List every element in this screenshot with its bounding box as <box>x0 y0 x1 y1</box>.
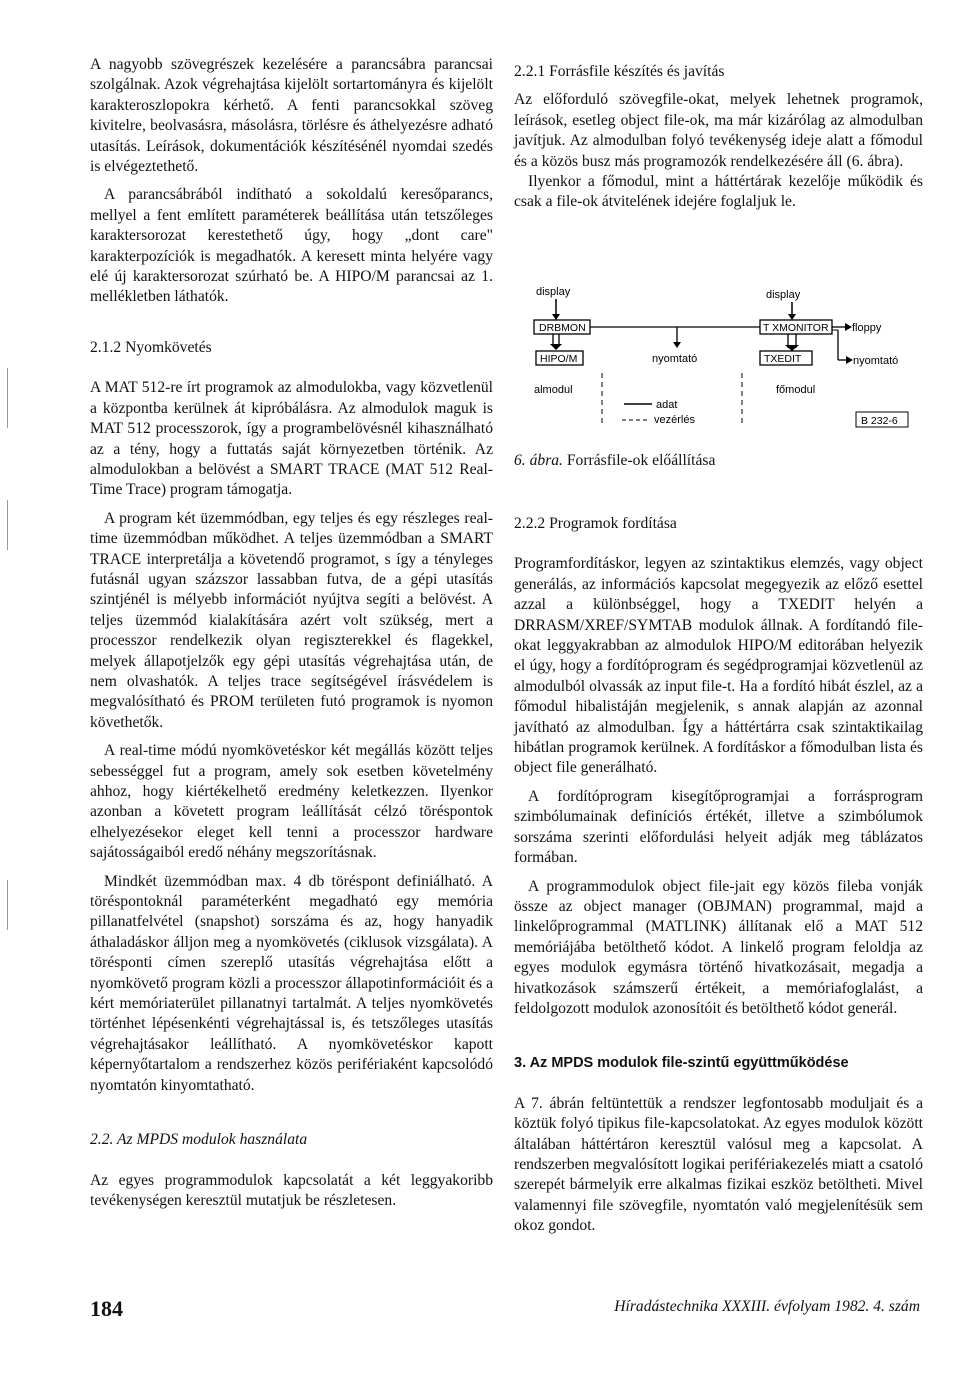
paragraph: Ilyenkor a főmodul, mint a háttértárak kezelője működik és csak a file-ok átvitelének idejére foglaljuk le. <box>514 173 923 211</box>
legend-data-label: adat <box>656 399 678 411</box>
paragraph: A nagyobb szövegrészek kezelésére a parancsábra parancsai szolgálnak. Azok végrehajtása kijelölt sortartományra és kijelölt karakteroszlopokra kérhető. A fenti parancsokkal szöveg kivitelre, beolvasásra, másolásra, törlésre és áthelyezésre adható utasítás. Leírások, dokumentációk készítésénél nyomdai szedés is elvégeztethető. <box>90 56 493 176</box>
paragraph: Programfordításkor, legyen az szintaktikus elemzés, vagy object generálás, az információs kapcsolat megegyezik az előző esettel azzal a különbséggel, hogy a TXEDIT helyén a DRRASM/XREF/SYMTAB modulok állnak. A fordítandó file-okat leggyakrabban az almodulok HIPO/M editorában helyezik el úgy, hogy a fordítóprogram és segédprogramjai közvetlenül az almodulból olvassák az input file-t. Ha a fordító hibát észlel, az a főmodul hibalistáján megjelenik, s annak alapján az azonnal javítható az almodulban. Így a háttértárra csak szintaktikailag hibátlan programok kerülnek. A fordításkor a főmodulban lista és object file generálható. <box>514 555 923 777</box>
paragraph: A real-time módú nyomkövetéskor két megállás között teljes sebességgel fut a program, amely sok esetben követelmény ahhoz, hogy kiértékelhető eredmény keletkezzen. Ilyenkor azonban a követett program leállítását célzó töréspontok elhelyezésekor eleget kell tenni a processzor hardware sajátosságaiból eredő néhány megszorításnak. <box>90 742 493 862</box>
almodul-label: almodul <box>534 384 573 396</box>
section-heading: 2.2.2 Programok fordítása <box>514 515 677 532</box>
margin-mark <box>7 368 8 428</box>
section-heading: 2.2. Az MPDS modulok használata <box>90 1131 308 1149</box>
right-column <box>514 62 923 213</box>
txmonitor-label: T XMONITOR <box>763 322 829 334</box>
paragraph: A fordítóprogram kisegítőprogramjai a forrásprogram szimbólumainak definíciós értékét, illetve a szimbólumok sorszáma szerinti előfordulási helyeit adják meg táblázatos formában. <box>514 787 923 867</box>
printer-label: nyomtató <box>652 353 698 365</box>
caption-text: Forrásfile-ok előállítása <box>566 452 716 469</box>
legend-control-label: vezérlés <box>654 414 695 426</box>
right-column-lower <box>514 514 923 1237</box>
paragraph: A 7. ábrán feltüntettük a rendszer legfontosabb moduljait és a köztük folyó tipikus file-kapcsolatokat. Az egyes modulok között általában háttértáron keresztül valósul meg a kapcsolat. A rendszerben megvalósított logikai perifériakezelés miatt a csatoló szerepét bármelyik erre alkalmas fizikai eszköz betöltheti. Mivel valamennyi file szövegfile, nyomtatón való megjelenítésük sem okoz gondot. <box>514 1094 923 1235</box>
figure-6-diagram <box>514 278 924 443</box>
hipo-label: HIPO/M <box>540 353 578 365</box>
margin-mark <box>7 500 8 550</box>
section-heading: 2.1.2 Nyomkövetés <box>90 338 212 356</box>
txedit-label: TXEDIT <box>764 353 802 365</box>
floppy-label: floppy <box>852 322 882 334</box>
margin-mark <box>7 880 8 930</box>
paragraph: Mindkét üzemmódban max. 4 db töréspont definiálható. A töréspontoknál paraméterként megadható egy memória pillanatfelvétel (snapshot) sorszáma és az, hogy hanyadik áthaladáskor álljon meg a nyomkövetés (ciklusok vizsgálata). A törésponti címen szereplő utasítás végrehajtása előtt a nyomkövető program közli a processzor állapotinformációit és a kért memóriaterület pillanatnyi tartalmát. A teljes nyomkövetés történhet lépésenkénti végrehajtással is, és tetszőleges utasítás végrehajtásakor leállítható. A nyomkövetéskor kapott képernyőtartalom a rendszerhez közös perifériaként kapcsolódó nyomtatón kinyomtatható. <box>90 872 493 1094</box>
paragraph: Az egyes programmodulok kapcsolatát a két leggyakoribb tevékenységen keresztül mutatjuk be részletesen. <box>90 1171 493 1209</box>
paragraph: A program két üzemmódban, egy teljes és egy részleges real-time üzemmódban működhet. A teljes üzemmódban a SMART TRACE interpretálja a követendő programot, s így a tényleges futásnál ugyan százszor lassabban futva, de a gépi utasítás szintjénél is mélyebb információt nyújtva segíti a belövést. A teljes üzemmód kialakítására azért volt szükség, mert a processzor rendelkezik olyan regiszterekkel és flagekkel, melyek állapotjelzők egy gépi utasítás végrehajtása után, de nem olvashatók. A teljes trace segítségével írásvédelem is megvalósítható és PROM területen futó programok is nyomon követhetők. <box>90 509 493 731</box>
printer-label: nyomtató <box>853 355 899 367</box>
journal-footer: Híradástechnika XXXIII. évfolyam 1982. 4. szám <box>614 1298 920 1315</box>
left-column <box>90 55 493 1211</box>
paragraph: A MAT 512-re írt programok az almodulokba, vagy közvetlenül a központba kerülnek át kipróbálásra. Az almodulok maguk is MAT 512 processzorok, így a programbelövésnél kihasználható az a tény, hogy a futtatás saját környezetben történik. Az almodulokban a belövést a SMART TRACE (MAT 512 Real-Time Trace) program támogatja. <box>90 379 493 499</box>
section-heading: 3. Az MPDS modulok file-szintű együttműködése <box>514 1055 849 1072</box>
fomodul-label: főmodul <box>776 384 816 396</box>
paragraph: A parancsábrából indítható a sokoldalú keresőparancs, mellyel a fent említett paraméterek beállítása után tetszőleges karaktersorozat kerestethető úgy, hogy „dont care" karakterpozíciók is megadhatók. A keresett minta helyére vagy elé új karaktersorozat szúrható be. A HIPO/M parancsai az 1. mellékletben láthatók. <box>90 186 493 306</box>
display-label: display <box>536 286 571 298</box>
figure-id: B 232-6 <box>861 415 898 427</box>
paragraph: A programmodulok object file-jait egy közös fileba vonják össze az object manager (OBJMAN) programmal, majd a linkelőprogrammal (MATLINK) állítanak elő a MAT 512 memóriájába betölthető kódot. A linkelő program feloldja az egyes modulok egymásra történő hivatkozásait, megadja a hivatkozások számszerű értékeit, a memóriafoglalást, a feldolgozott modulok azonosítóit és betölthető kódot generál. <box>514 877 923 1017</box>
caption-number: 6. ábra. <box>514 452 563 469</box>
figure-caption <box>514 452 715 470</box>
paragraph: Az előforduló szövegfile-okat, melyek lehetnek programok, leírások, esetleg object file-ok, ma már kizárólag az almodulban javítjuk. Az almodulban folyó tevékenység ideje alatt a főmodul és a közös busz más programozók rendelkezésére áll (6. ábra). <box>514 91 923 170</box>
page-number: 184 <box>90 1296 123 1321</box>
drbmon-label: DRBMON <box>539 322 586 334</box>
display-label: display <box>766 289 801 301</box>
section-heading: 2.2.1 Forrásfile készítés és javítás <box>514 63 725 80</box>
